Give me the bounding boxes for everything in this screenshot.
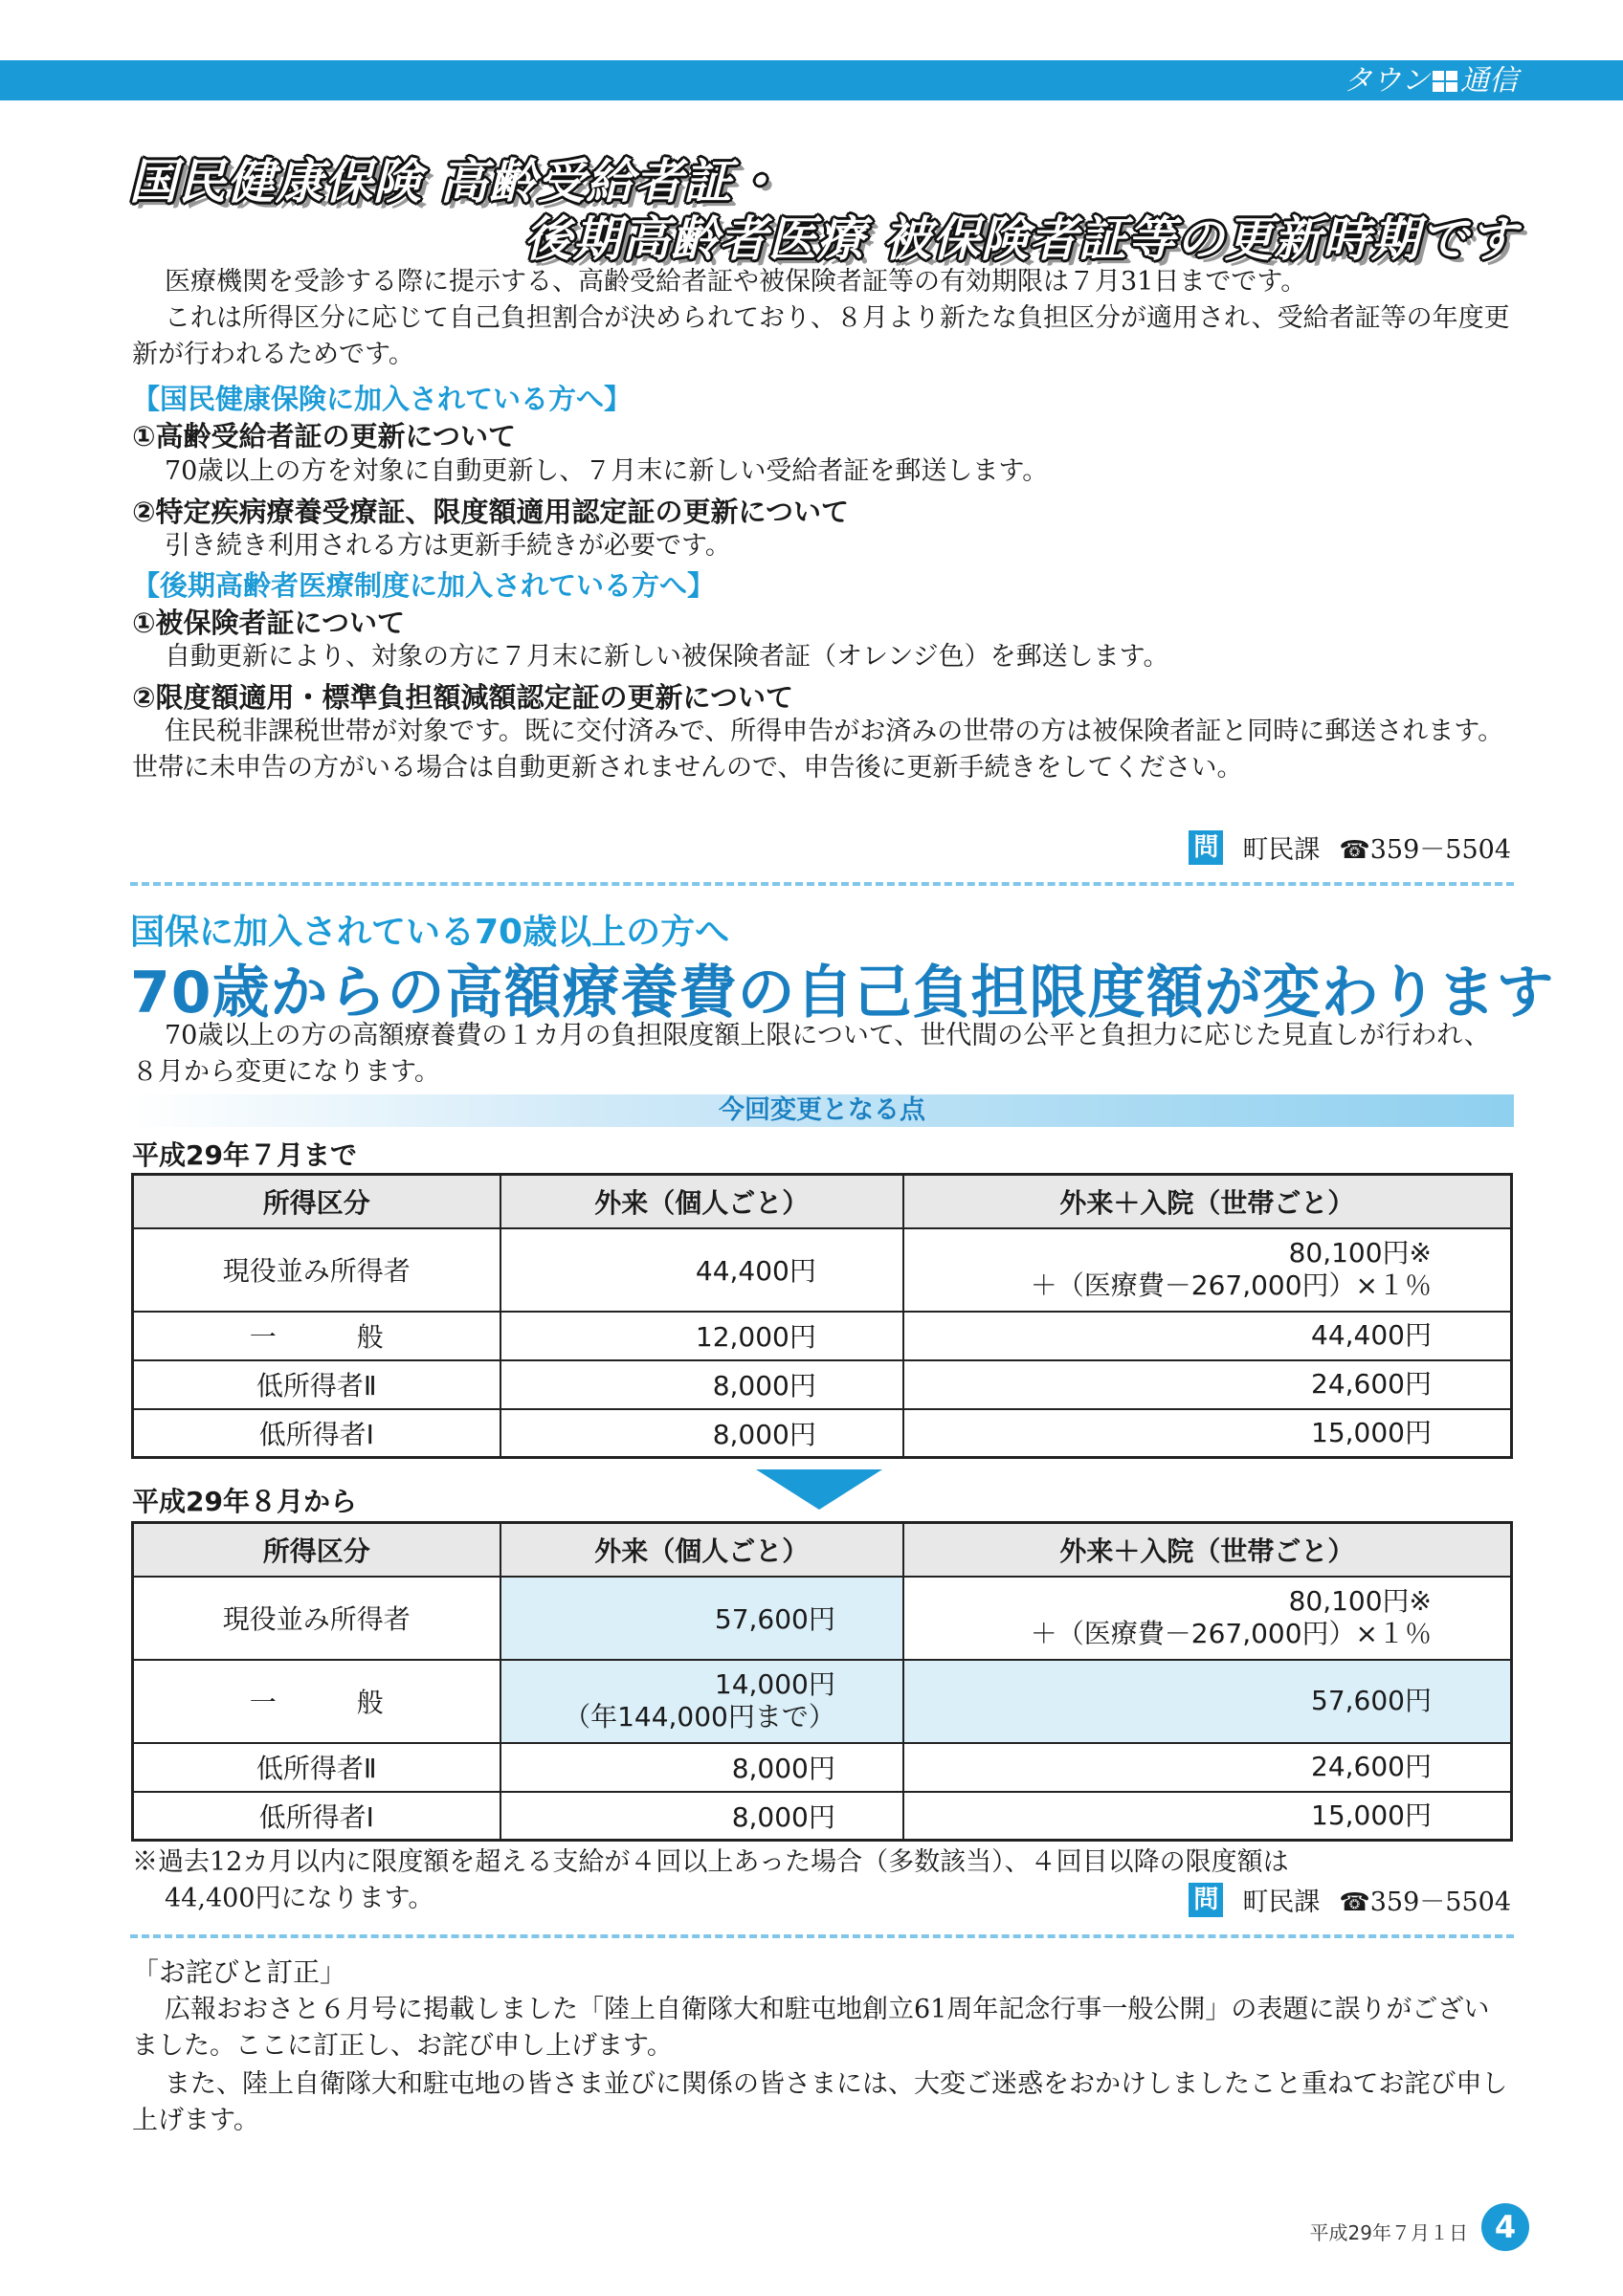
outpatient-limit: 44,400円 <box>500 1228 903 1312</box>
article1-intro1: 医療機関を受診する際に提示する、高齢受給者証や被保険者証等の有効期限は７月31日までです。 <box>165 267 1307 297</box>
contact-dept: 町民課 <box>1242 1888 1321 1917</box>
article1-title-line2: 後期高齢者医療 被保険者証等の更新時期です <box>523 211 1518 267</box>
column-header: 外来（個人ごと） <box>500 1523 903 1577</box>
article2-kicker: 国保に加入されている70歳以上の方へ <box>130 913 730 952</box>
item-heading: ①被保険者証について <box>132 607 405 639</box>
change-points-band <box>130 1094 1514 1127</box>
contact-info <box>1189 1881 1511 1918</box>
table-row <box>133 1577 1512 1660</box>
income-category: 一 般 <box>133 1312 500 1360</box>
household-limit: 15,000円 <box>903 1409 1512 1458</box>
article2-intro: 70歳以上の方の高額療養費の１カ月の負担限度額上限について、世代間の公平と負担力に応じた見直しが行われ、８月から変更になります。 <box>132 1021 1490 1087</box>
table-row <box>133 1409 1512 1458</box>
item-body: 住民税非課税世帯が対象です。既に交付済みで、所得申告がお済みの世帯の方は被保険者証と同時に郵送されます。世帯に未申告の方がいる場合は自動更新されませんので、申告後に更新手続きをしてください。 <box>132 717 1504 783</box>
contact-tel: 359－5504 <box>1369 1888 1511 1917</box>
table-row <box>133 1743 1512 1792</box>
outpatient-limit: 8,000円 <box>500 1360 903 1409</box>
table-before-label: 平成29年７月まで <box>132 1139 357 1171</box>
column-header: 外来＋入院（世帯ごと） <box>903 1175 1512 1228</box>
household-limit: 44,400円 <box>903 1312 1512 1360</box>
item-heading: ②限度額適用・標準負担額減額認定証の更新について <box>132 681 793 714</box>
section-divider <box>130 882 1514 886</box>
income-category: 現役並み所得者 <box>133 1577 500 1660</box>
issue-date: 平成29年７月１日 <box>1309 2221 1468 2244</box>
correction-body2: また、陸上自衛隊大和駐屯地の皆さま並びに関係の皆さまには、大変ご迷惑をおかけしましたこと重ねてお詫び申し上げます。 <box>132 2069 1508 2135</box>
item-heading: ①高齢受給者証の更新について <box>132 420 516 453</box>
item-body: 引き続き利用される方は更新手続きが必要です。 <box>165 531 731 561</box>
phone-icon: ☎ <box>1339 836 1370 865</box>
inquiry-icon: 問 <box>1189 1883 1223 1917</box>
section-heading-kokuho: 【国民健康保険に加入されている方へ】 <box>132 383 633 415</box>
income-category: 低所得者Ⅰ <box>133 1409 500 1458</box>
down-arrow-icon <box>756 1469 882 1510</box>
limits-table-after <box>131 1521 1513 1842</box>
household-limit: 80,100円※ ＋（医療費－267,000円）×１％ <box>903 1228 1512 1312</box>
page-number: 4 <box>1481 2203 1529 2251</box>
column-header: 外来＋入院（世帯ごと） <box>903 1523 1512 1577</box>
income-category: 低所得者Ⅰ <box>133 1792 500 1841</box>
outpatient-limit: 8,000円 <box>500 1409 903 1458</box>
outpatient-limit: 57,600円 <box>500 1577 903 1660</box>
correction-heading: 「お詫びと訂正」 <box>132 1956 347 1988</box>
household-limit: 24,600円 <box>903 1743 1512 1792</box>
section-heading-kouki: 【後期高齢者医療制度に加入されている方へ】 <box>132 569 716 602</box>
brand-mark-icon <box>1433 71 1457 92</box>
change-points-label: 今回変更となる点 <box>719 1095 925 1125</box>
section-divider <box>130 1934 1514 1938</box>
item-body: 70歳以上の方を対象に自動更新し、７月末に新しい受給者証を郵送します。 <box>165 456 1049 486</box>
table-footnote: ※過去12カ月以内に限度額を超える支給が４回以上あった場合（多数該当）、４回目以降の限度額は 44,400円になります。 <box>132 1847 1289 1913</box>
correction-body1: 広報おおさと６月号に掲載しました「陸上自衛隊大和駐屯地創立61周年記念行事一般公開」の表題に誤りがございました。ここに訂正し、お詫び申し上げます。 <box>132 1995 1490 2061</box>
household-limit: 24,600円 <box>903 1360 1512 1409</box>
table-after-label: 平成29年８月から <box>132 1486 357 1517</box>
phone-icon: ☎ <box>1339 1888 1370 1917</box>
contact-tel: 359－5504 <box>1369 835 1511 865</box>
column-header: 所得区分 <box>133 1523 500 1577</box>
household-limit: 80,100円※ ＋（医療費－267,000円）×１％ <box>903 1577 1512 1660</box>
inquiry-icon: 問 <box>1189 830 1223 865</box>
outpatient-limit: 8,000円 <box>500 1792 903 1841</box>
income-category: 現役並み所得者 <box>133 1228 500 1312</box>
table-header-row <box>133 1523 1512 1577</box>
income-category: 低所得者Ⅱ <box>133 1743 500 1792</box>
contact-dept: 町民課 <box>1242 835 1321 865</box>
item-body: 自動更新により、対象の方に７月末に新しい被保険者証（オレンジ色）を郵送します。 <box>165 642 1169 672</box>
table-row <box>133 1312 1512 1360</box>
household-limit: 57,600円 <box>903 1660 1512 1743</box>
column-header: 外来（個人ごと） <box>500 1175 903 1228</box>
publication-name: タウン 通信 <box>1344 64 1518 98</box>
table-row <box>133 1360 1512 1409</box>
table-row <box>133 1228 1512 1312</box>
contact-info <box>1189 828 1511 866</box>
article1-intro2: これは所得区分に応じて自己負担割合が決められており、８月より新たな負担区分が適用され、受給者証等の年度更新が行われるためです。 <box>132 303 1510 369</box>
article1-title-line1: 国民健康保険 高齢受給者証・ <box>129 154 782 210</box>
outpatient-limit: 14,000円 （年144,000円まで） <box>500 1660 903 1743</box>
item-heading: ②特定疾病療養受療証、限度額適用認定証の更新について <box>132 496 849 528</box>
outpatient-limit: 12,000円 <box>500 1312 903 1360</box>
limits-table-before <box>131 1173 1513 1459</box>
article2-title: 70歳からの高額療養費の自己負担限度額が変わります <box>130 960 1555 1027</box>
income-category: 低所得者Ⅱ <box>133 1360 500 1409</box>
outpatient-limit: 8,000円 <box>500 1743 903 1792</box>
table-row <box>133 1792 1512 1841</box>
income-category: 一 般 <box>133 1660 500 1743</box>
table-header-row <box>133 1175 1512 1228</box>
household-limit: 15,000円 <box>903 1792 1512 1841</box>
column-header: 所得区分 <box>133 1175 500 1228</box>
table-row <box>133 1660 1512 1743</box>
